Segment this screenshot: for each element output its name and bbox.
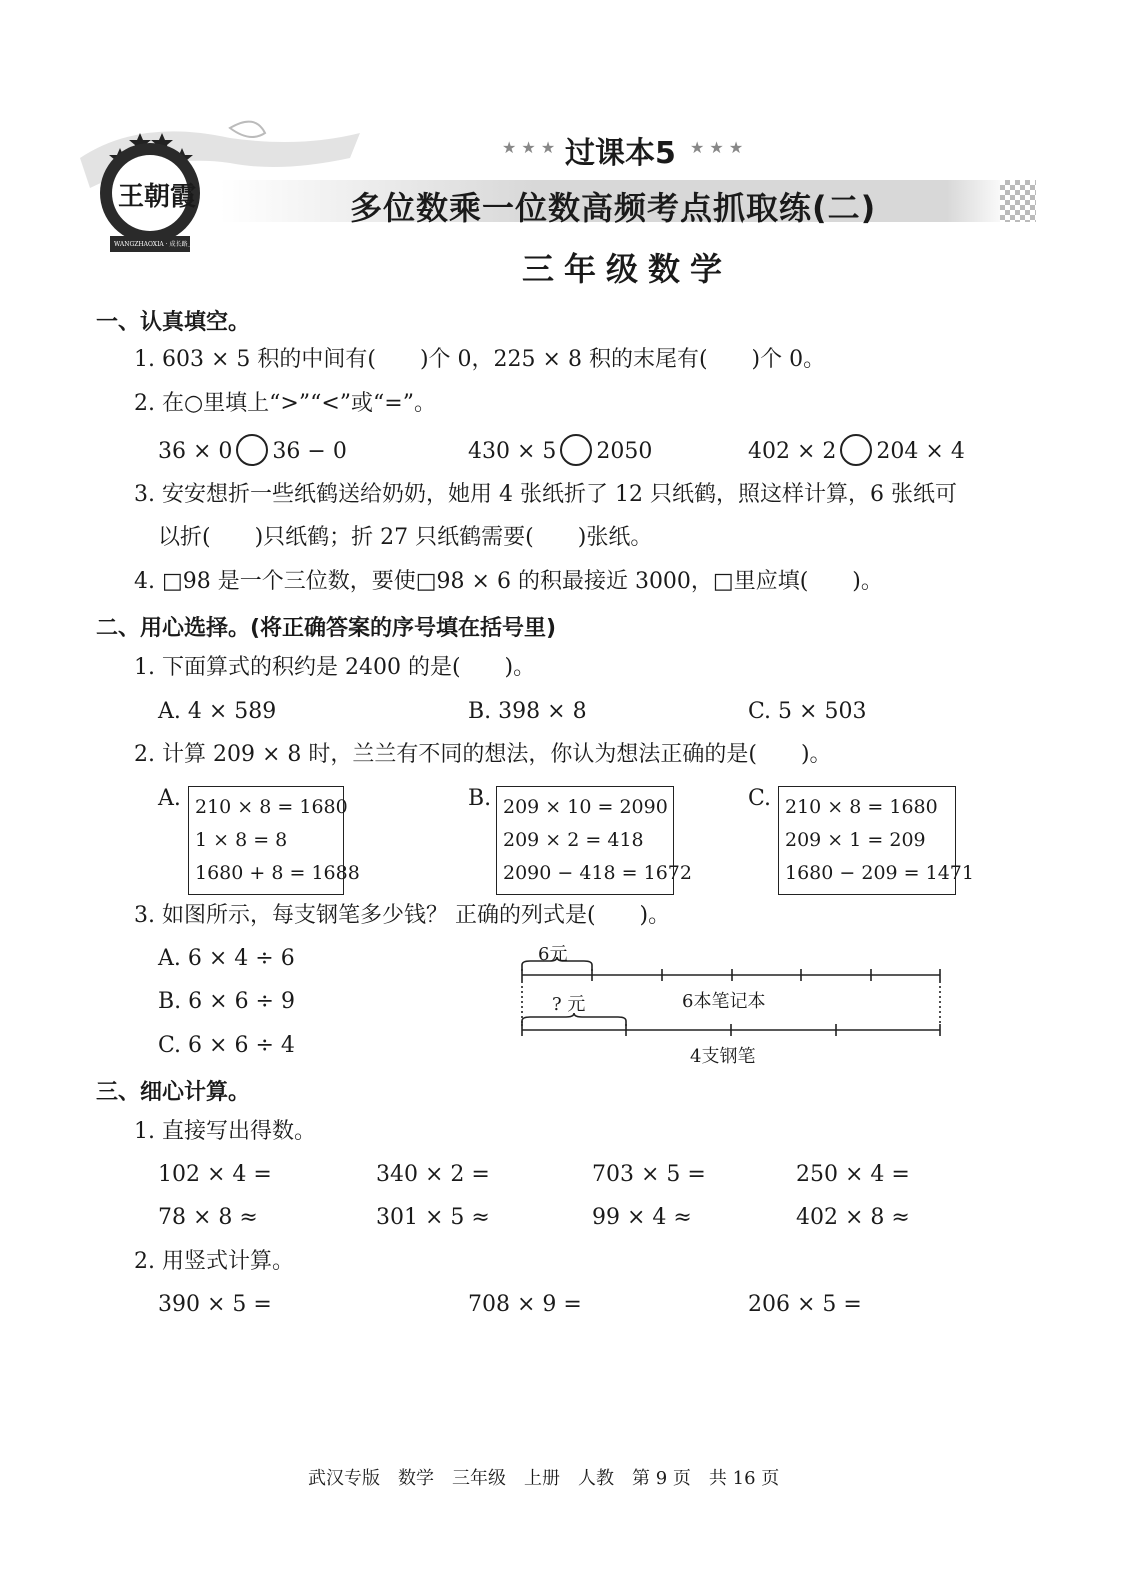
compare-left: 430 × 5: [468, 439, 557, 464]
s1-q3-line2: 以折( )只纸鹤；折 27 只纸鹤需要( )张纸。: [158, 525, 653, 550]
title-checker: [1000, 180, 1036, 222]
s3-q2-item: 206 × 5 =: [748, 1292, 862, 1317]
s2-q2-option-c-label[interactable]: C.: [748, 786, 772, 811]
s1-q2: 2. 在○里填上“>”“<”或“=”。: [134, 391, 436, 416]
logo-text: 王朝霞: [118, 182, 197, 212]
s1-q3-line1: 3. 安安想折一些纸鹤送给奶奶，她用 4 张纸折了 12 只纸鹤，照这样计算，6 张纸可: [134, 482, 957, 507]
s2-q3-option-c[interactable]: C. 6 × 6 ÷ 4: [158, 1033, 295, 1058]
s2-q1: 1. 下面算式的积约是 2400 的是( )。: [134, 655, 536, 680]
calc-line: 1680 + 8 = 1688: [195, 862, 360, 884]
s3-q1-item: 99 × 4 ≈: [592, 1205, 692, 1230]
compare-left: 36 × 0: [158, 439, 233, 464]
s3-q2: 2. 用竖式计算。: [134, 1249, 294, 1274]
calc-line: 209 × 10 = 2090: [503, 796, 668, 818]
calc-line: 210 × 8 = 1680: [785, 796, 938, 818]
calc-line: 1680 − 209 = 1471: [785, 862, 974, 884]
s3-q1-item: 250 × 4 =: [796, 1162, 910, 1187]
s2-q3-option-a[interactable]: A. 6 × 4 ÷ 6: [158, 946, 295, 971]
s1-q2-item-2: [468, 436, 652, 468]
s2-q2: 2. 计算 209 × 8 时，兰兰有不同的想法，你认为想法正确的是( )。: [134, 742, 832, 767]
s3-q1-item: 703 × 5 =: [592, 1162, 706, 1187]
s3-q1-item: 301 × 5 ≈: [376, 1205, 490, 1230]
section3-heading: 三、细心计算。: [96, 1080, 251, 1105]
s3-q1-item: 402 × 8 ≈: [796, 1205, 910, 1230]
compare-right: 2050: [596, 439, 653, 464]
section1-heading: 一、认真填空。: [96, 310, 251, 335]
section2-heading: 二、用心选择。(将正确答案的序号填在括号里): [96, 616, 557, 641]
calc-line: 2090 − 418 = 1672: [503, 862, 692, 884]
s3-q2-item: 390 × 5 =: [158, 1292, 272, 1317]
compare-left: 402 × 2: [748, 439, 837, 464]
s1-q2-item-3: [748, 436, 965, 468]
diagram-unknown-label: ? 元: [552, 994, 586, 1015]
s3-q1: 1. 直接写出得数。: [134, 1119, 316, 1144]
compare-right: 204 × 4: [876, 439, 965, 464]
compare-right: 36 − 0: [272, 439, 347, 464]
compare-circle[interactable]: [236, 434, 268, 466]
s1-q4: 4. □98 是一个三位数，要使□98 × 6 的积最接近 3000，□里应填( )。: [134, 569, 883, 594]
diagram-middle-label: 6本笔记本: [682, 991, 766, 1012]
s3-q1-item: 78 × 8 ≈: [158, 1205, 258, 1230]
s2-q2-option-a-label[interactable]: A.: [158, 786, 181, 811]
s3-q1-item: 102 × 4 =: [158, 1162, 272, 1187]
diagram-bottom-label: 4支钢笔: [690, 1046, 756, 1067]
calc-line: 209 × 2 = 418: [503, 829, 644, 851]
s1-q1: 1. 603 × 5 积的中间有( )个 0，225 × 8 积的末尾有( )个 0。: [134, 347, 826, 372]
page-footer: 武汉专版 数学 三年级 上册 人教 第 9 页 共 16 页: [308, 1468, 780, 1489]
page-title: 多位数乘一位数高频考点抓取练(二): [350, 189, 877, 227]
badge: 过课本5: [565, 136, 676, 171]
calc-line: 209 × 1 = 209: [785, 829, 926, 851]
calc-line: 210 × 8 = 1680: [195, 796, 348, 818]
s3-q1-item: 340 × 2 =: [376, 1162, 490, 1187]
page-subtitle: 三年级数学: [522, 250, 733, 288]
diagram-top-label: 6元: [538, 944, 568, 965]
compare-circle[interactable]: [840, 434, 872, 466]
s3-q2-item: 708 × 9 =: [468, 1292, 582, 1317]
s2-q2-option-b-box[interactable]: [496, 786, 692, 895]
s2-q2-option-b-label[interactable]: B.: [468, 786, 492, 811]
s2-q3-option-b[interactable]: B. 6 × 6 ÷ 9: [158, 989, 295, 1014]
header-stars-left: ★ ★ ★: [502, 138, 556, 157]
s2-q3: 3. 如图所示，每支钢笔多少钱？ 正确的列式是( )。: [134, 903, 671, 928]
s2-q2-option-c-box[interactable]: [778, 786, 974, 895]
s2-q1-option-b[interactable]: B. 398 × 8: [468, 699, 587, 724]
logo-ring-text: WANGZHAOXIA · 成长路上 · 精彩每天: [114, 241, 224, 248]
s2-q2-option-a-box[interactable]: [188, 786, 360, 895]
s2-q1-option-a[interactable]: A. 4 × 589: [158, 699, 277, 724]
calc-line: 1 × 8 = 8: [195, 829, 288, 851]
s1-q2-item-1: [158, 436, 347, 468]
header-stars-right: ★ ★ ★: [690, 138, 744, 157]
compare-circle[interactable]: [560, 434, 592, 466]
s2-q1-option-c[interactable]: C. 5 × 503: [748, 699, 867, 724]
